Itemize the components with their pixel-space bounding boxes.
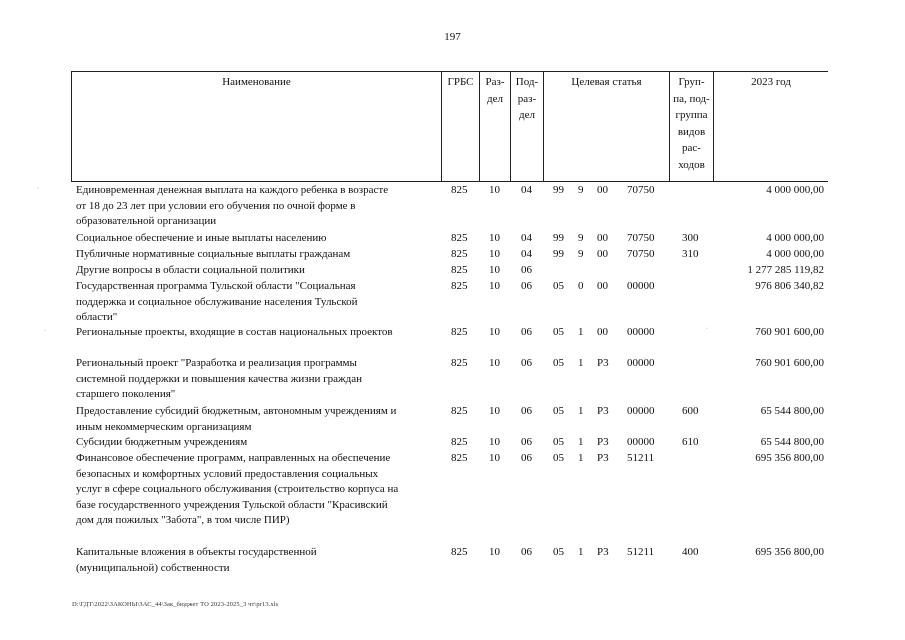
row-podrazdel: 04 [521,248,532,260]
row-amount: 4 000 000,00 [766,248,824,260]
row-razdel: 10 [489,357,500,369]
row-target-program: 99 [553,248,564,260]
row-expense-group: 310 [682,248,699,260]
row-target-program: 05 [553,452,564,464]
row-podrazdel: 06 [521,405,532,417]
header-podrazdel [511,72,544,182]
row-target-project: P3 [597,546,609,558]
row-expense-group: 600 [682,405,699,417]
row-podrazdel: 06 [521,264,532,276]
row-name [76,263,438,279]
header-group-line: ходов [678,158,705,171]
row-amount: 4 000 000,00 [766,184,824,196]
row-target-project: P3 [597,405,609,417]
row-target-project: 00 [597,280,608,292]
row-razdel: 10 [489,280,500,292]
row-target-subprogram: 9 [578,232,584,244]
row-name-line: Другие вопросы в области социальной политики [76,264,305,276]
row-target-subprogram: 9 [578,248,584,260]
row-grbs: 825 [451,264,468,276]
row-target-program: 99 [553,232,564,244]
row-name-line: образовательной организации [76,215,217,227]
row-amount: 760 901 600,00 [755,357,824,369]
row-grbs: 825 [451,357,468,369]
row-name [76,356,438,403]
row-name [76,325,438,341]
row-razdel: 10 [489,232,500,244]
row-target-program: 05 [553,357,564,369]
row-target-program: 05 [553,326,564,338]
header-name-label: Наименование [222,76,291,88]
row-grbs: 825 [451,452,468,464]
row-target-project: P3 [597,436,609,448]
header-grbs [442,72,480,182]
row-podrazdel: 04 [521,184,532,196]
row-target-subprogram: 1 [578,436,584,448]
row-amount: 695 356 800,00 [755,546,824,558]
row-name-line: базе государственного учреждения Тульской области "Красивский [76,498,388,511]
row-podrazdel: 06 [521,546,532,558]
row-name [76,183,438,230]
row-target-direction: 70750 [627,184,655,196]
header-podrazdel-line: раз- [517,92,537,105]
row-name [76,545,438,576]
row-razdel: 10 [489,405,500,417]
row-podrazdel: 06 [521,436,532,448]
row-amount: 695 356 800,00 [755,452,824,464]
row-name-line: Социальное обеспечение и иные выплаты населению [76,232,327,244]
row-amount: 760 901 600,00 [755,326,824,338]
row-amount: 65 544 800,00 [760,436,824,448]
row-target-direction: 00000 [627,357,655,369]
header-group-line: группа [675,109,708,121]
row-target-subprogram: 9 [578,184,584,196]
header-group-line: рас- [682,142,701,154]
file-path-footer: D:\ГДТ\2022\ЗАКОНЫ\ЗАС_44\Зак_бюджет ТО 2023-2025_3 чт\pr13.xls [72,601,279,608]
row-target-project: P3 [597,452,609,464]
row-name [76,279,438,326]
row-razdel: 10 [489,326,500,338]
header-group-line: Груп- [678,76,705,88]
row-name [76,231,438,247]
row-amount: 65 544 800,00 [760,405,824,417]
row-target-subprogram: 1 [578,357,584,369]
header-group [670,72,714,182]
row-name-line: дом для пожилых "Забота", в том числе ПИР) [76,514,290,526]
row-podrazdel: 06 [521,357,532,369]
row-target-program: 99 [553,184,564,196]
row-name [76,404,438,435]
row-name-line: старшего поколения" [76,388,176,400]
header-target [544,72,670,182]
row-podrazdel: 04 [521,232,532,244]
row-target-direction: 00000 [627,405,655,417]
header-year [714,72,828,182]
row-target-direction: 00000 [627,436,655,448]
header-target-label: Целевая статья [571,76,642,88]
row-name-line: системной поддержки и повышения качества жизни граждан [76,372,362,385]
row-grbs: 825 [451,546,468,558]
row-amount: 976 806 340,82 [755,280,824,292]
row-grbs: 825 [451,248,468,260]
row-grbs: 825 [451,184,468,196]
row-target-project: 00 [597,326,608,338]
header-podrazdel-line: дел [519,109,535,121]
header-razdel-line: дел [487,92,503,105]
row-name-line: Государственная программа Тульской области "Социальная [76,280,356,292]
row-expense-group: 300 [682,232,699,244]
row-target-direction: 00000 [627,280,655,292]
row-name-line: Капитальные вложения в объекты государственной [76,546,317,558]
row-target-direction: 00000 [627,326,655,338]
header-group-line: видов [677,125,706,138]
row-target-program: 05 [553,436,564,448]
header-group-line: па, под- [673,92,710,105]
row-amount: 4 000 000,00 [766,232,824,244]
row-target-subprogram: 1 [578,546,584,558]
row-target-project: 00 [597,232,608,244]
scan-speck: · [44,328,46,334]
row-grbs: 825 [451,326,468,338]
row-expense-group: 400 [682,546,699,558]
row-target-subprogram: 1 [578,326,584,338]
row-razdel: 10 [489,436,500,448]
row-name-line: (муниципальной) собственности [76,561,230,574]
row-name-line: Предоставление субсидий бюджетным, автономным учреждениям и [76,405,397,417]
row-podrazdel: 06 [521,452,532,464]
header-podrazdel-line: Под- [515,76,539,88]
header-year-label: 2023 год [751,76,791,88]
row-target-direction: 51211 [627,452,655,464]
row-razdel: 10 [489,248,500,260]
row-name-line: области" [76,311,118,323]
row-amount: 1 277 285 119,82 [747,264,824,276]
scan-speck: · [37,186,39,192]
header-name [72,72,442,182]
row-target-subprogram: 1 [578,405,584,417]
row-podrazdel: 06 [521,280,532,292]
header-razdel-line: Раз- [485,76,505,88]
header-grbs-label: ГРБС [447,76,474,88]
row-name-line: Финансовое обеспечение программ, направленных на обеспечение [76,452,391,464]
row-name-line: Субсидии бюджетным учреждениям [76,436,248,448]
row-name-line: Публичные нормативные социальные выплаты гражданам [76,248,351,260]
row-grbs: 825 [451,436,468,448]
row-grbs: 825 [451,232,468,244]
row-grbs: 825 [451,280,468,292]
row-name-line: иным некоммерческим организациям [76,420,252,433]
row-name [76,451,438,529]
row-target-direction: 70750 [627,232,655,244]
row-name-line: Региональные проекты, входящие в состав национальных проектов [76,326,393,338]
row-target-subprogram: 0 [578,280,584,292]
row-name-line: Региональный проект "Разработка и реализация программы [76,357,357,369]
row-name [76,435,438,451]
row-name-line: Единовременная денежная выплата на каждого ребенка в возрасте [76,184,389,196]
row-podrazdel: 06 [521,326,532,338]
row-target-program: 05 [553,280,564,292]
row-razdel: 10 [489,452,500,464]
row-name-line: услуг в сфере социального обслуживания (строительство корпуса на [76,483,399,495]
row-target-program: 05 [553,405,564,417]
row-name [76,247,438,263]
row-grbs: 825 [451,405,468,417]
row-razdel: 10 [489,184,500,196]
page-number: 197 [444,31,461,43]
scan-speck: · [706,326,708,332]
header-razdel [480,72,511,182]
row-target-direction: 51211 [627,546,655,558]
row-expense-group: 610 [682,436,699,448]
row-target-project: P3 [597,357,609,369]
row-target-subprogram: 1 [578,452,584,464]
row-target-project: 00 [597,248,608,260]
row-name-line: безопасных и комфортных условий предоставления социальных [76,467,379,480]
row-name-line: от 18 до 23 лет при условии его обучения по очной форме в [76,199,356,212]
row-razdel: 10 [489,546,500,558]
row-name-line: поддержка и социальное обслуживание населения Тульской [76,295,358,308]
row-target-program: 05 [553,546,564,558]
row-target-project: 00 [597,184,608,196]
row-razdel: 10 [489,264,500,276]
table-header [71,71,828,182]
row-target-direction: 70750 [627,248,655,260]
